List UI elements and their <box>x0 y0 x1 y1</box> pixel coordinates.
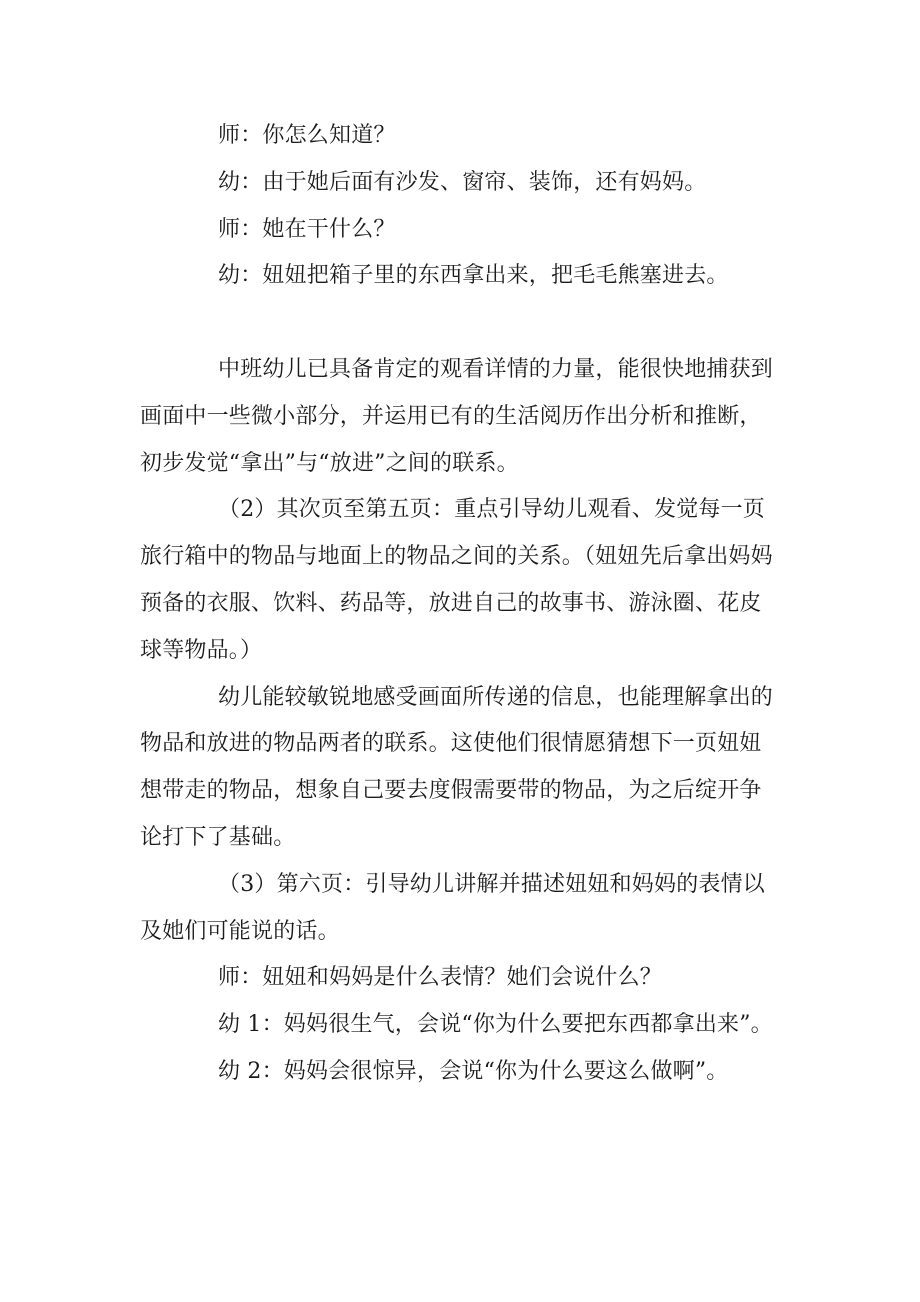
dialogue-line-teacher-question-3: 师：妞妞和妈妈是什么表情？她们会说什么？ <box>218 965 663 991</box>
dialogue-line-child-answer-1: 幼：由于她后面有沙发、窗帘、装饰，还有妈妈。 <box>218 169 707 195</box>
document-body <box>140 113 780 1096</box>
dialogue-line-teacher-question-2: 师：她在干什么？ <box>218 216 396 242</box>
dialogue-line-child-1-answer: 幼 1：妈妈很生气，会说“你为什么要把东西都拿出来”。 <box>218 1012 773 1038</box>
section-paragraph-3: （3）第六页：引导幼儿讲解并描述妞妞和妈妈的表情以及她们可能说的话。 <box>140 871 765 944</box>
dialogue-line-teacher-question-1: 师：你怎么知道？ <box>218 123 396 148</box>
analysis-paragraph-2: 幼儿能较敏锐地感受画面所传递的信息，也能理解拿出的物品和放进的物品两者的联系。这使他们很情愿猜想下一页妞妞想带走的物品，想象自己要去度假需要带的物品，为之后绽开争论打下了基础。 <box>140 684 774 850</box>
paragraph-gap <box>140 300 780 347</box>
analysis-paragraph-1: 中班幼儿已具备肯定的观看详情的力量，能很快地捕获到画面中一些微小部分，并运用已有的生活阅历作出分析和推断，初步发觉“拿出”与“放进”之间的联系。 <box>140 356 774 476</box>
dialogue-line-child-2-answer: 幼 2：妈妈会很惊异，会说“你为什么要这么做啊”。 <box>218 1058 729 1084</box>
section-paragraph-2: （2）其次页至第五页：重点引导幼儿观看、发觉每一页旅行箱中的物品与地面上的物品之间的关系。（妞妞先后拿出妈妈预备的衣服、饮料、药品等，放进自己的故事书、游泳圈、花皮球等物品。） <box>140 497 773 663</box>
dialogue-line-child-answer-2: 幼：妞妞把箱子里的东西拿出来，把毛毛熊塞进去。 <box>218 263 729 289</box>
